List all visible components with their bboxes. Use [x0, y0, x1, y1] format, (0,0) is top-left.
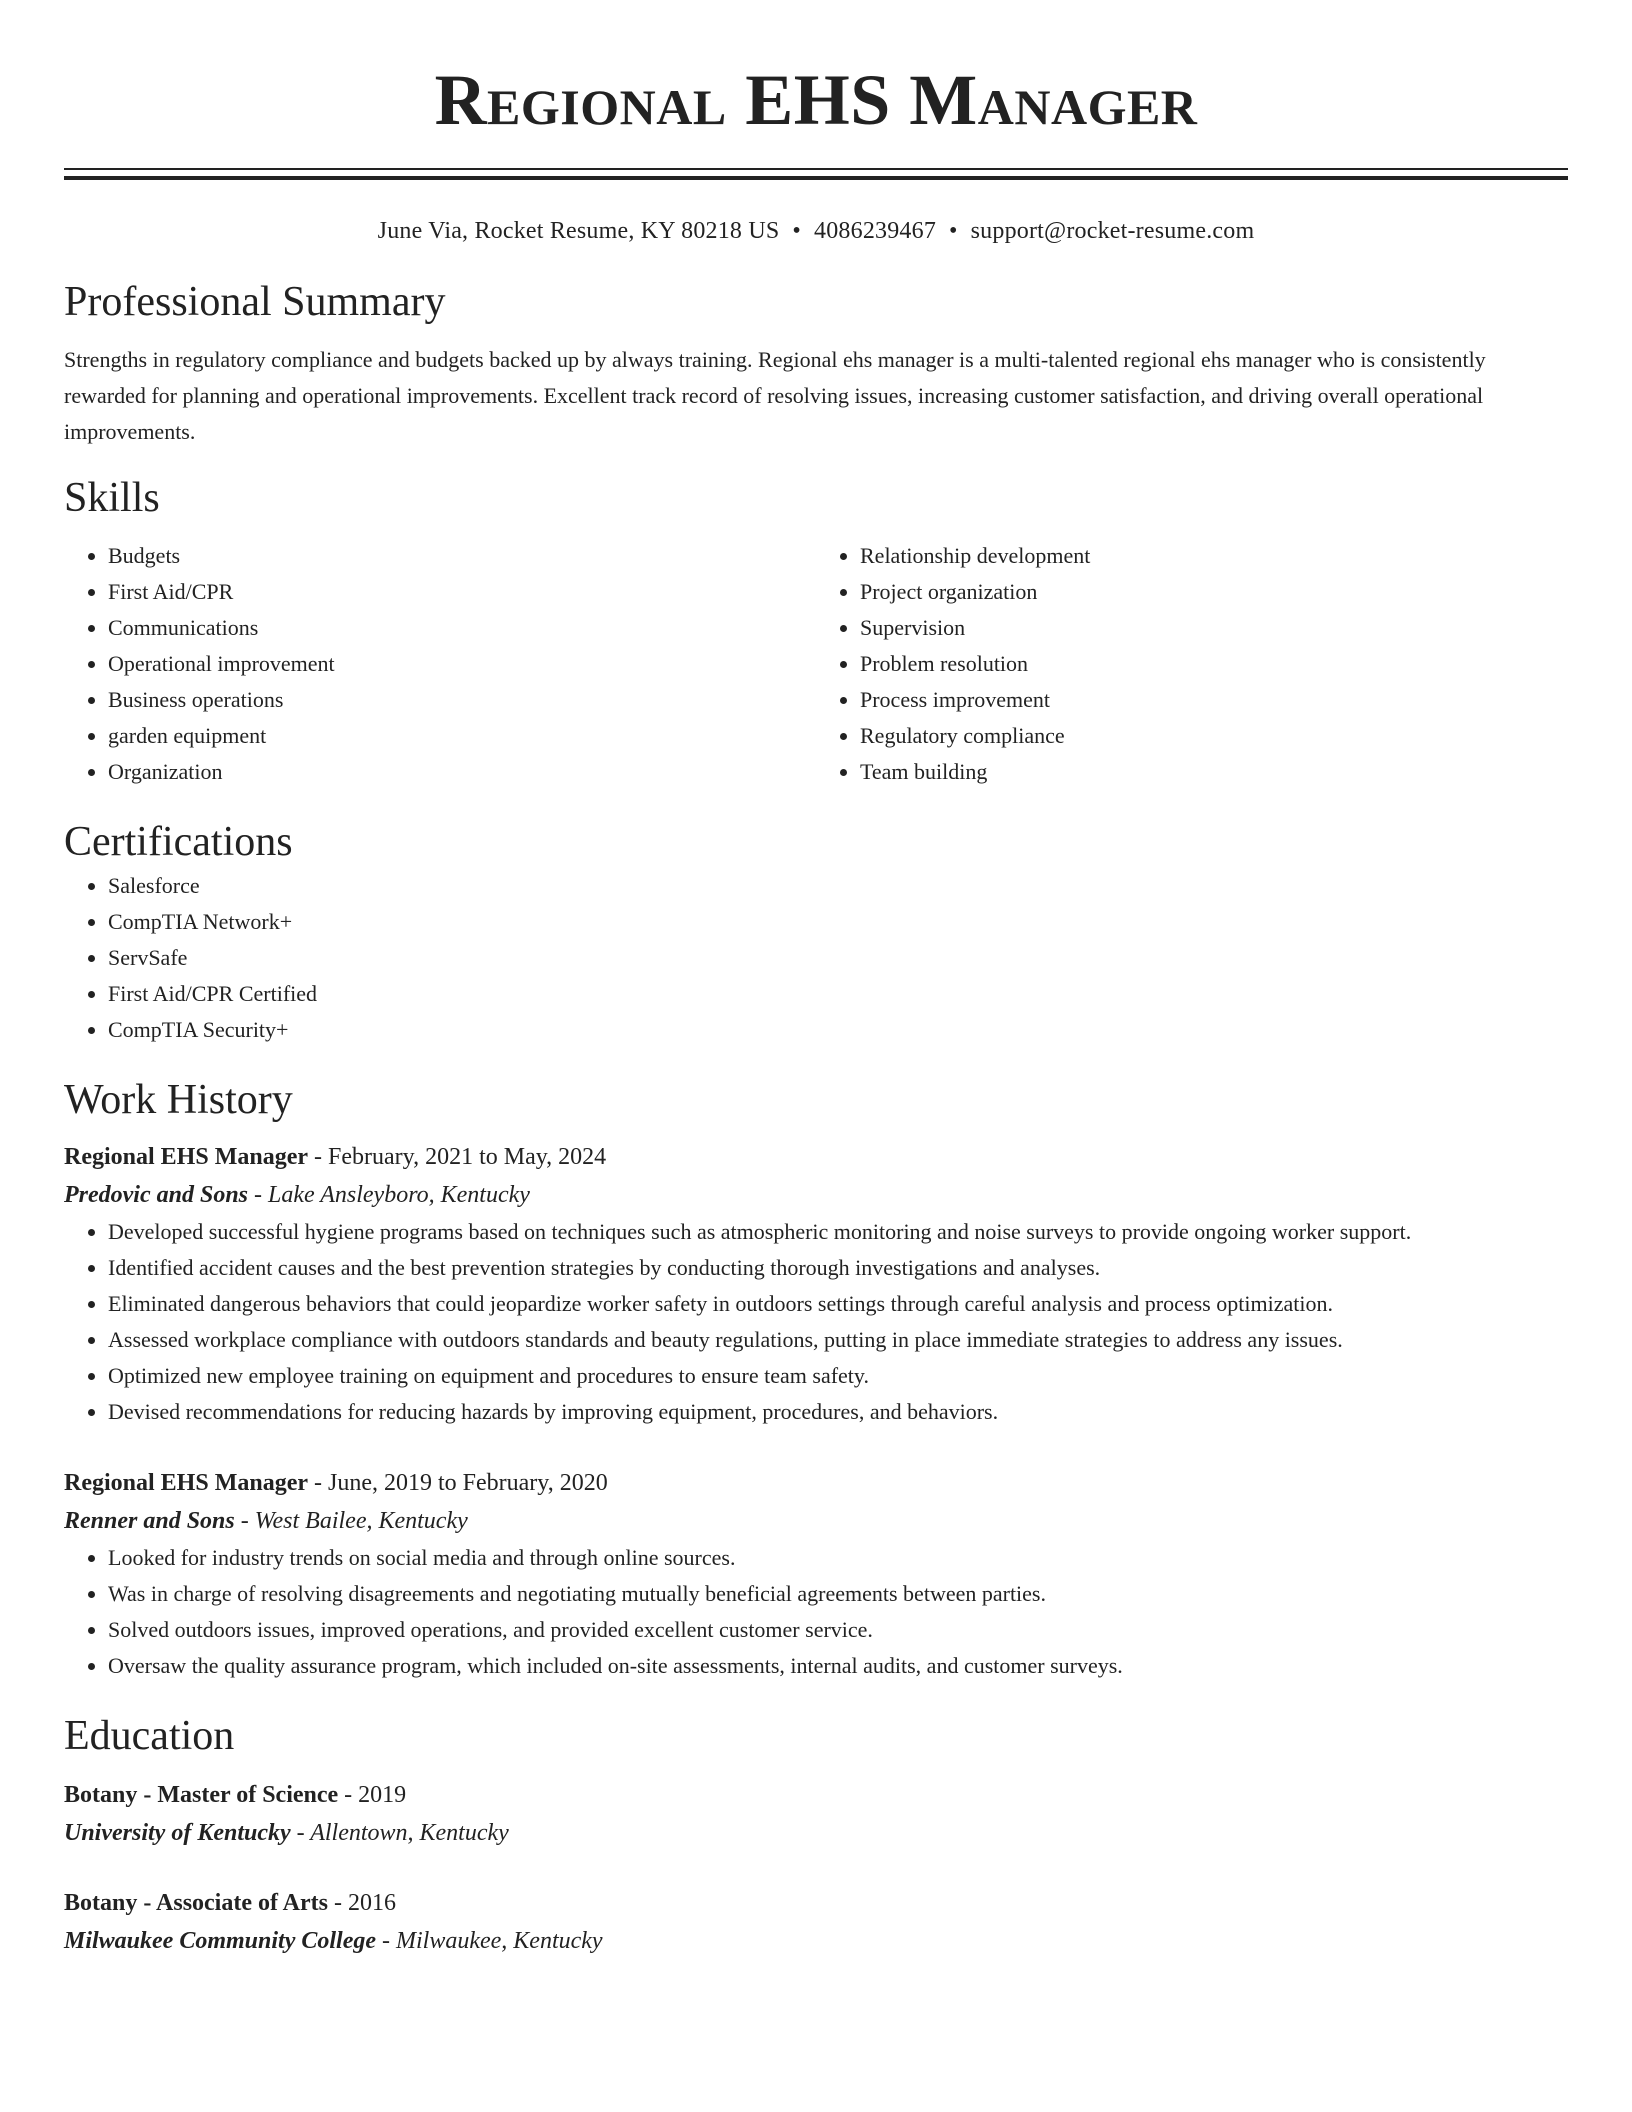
contact-line — [64, 216, 1568, 246]
job-company-line — [64, 1502, 1568, 1540]
education-header — [64, 1884, 1568, 1922]
certification-item: • First Aid/CPR Certified — [108, 976, 1568, 1012]
skill-item: • Regulatory compliance — [860, 718, 1568, 754]
contact-separator: • — [949, 218, 958, 244]
certifications-list — [64, 868, 1568, 1048]
education-degree: Botany - Master of Science — [64, 1782, 339, 1808]
skills-list-left — [64, 538, 816, 790]
work-history-section-title: Work History — [64, 1077, 293, 1123]
job-dates: - June, 2019 to February, 2020 — [308, 1470, 608, 1496]
contact-address: June Via, Rocket Resume, KY 80218 US — [377, 218, 780, 244]
job-location: - Lake Ansleyboro, Kentucky — [248, 1182, 530, 1208]
job-duty-item: • Was in charge of resolving disagreements and negotiating mutually beneficial agreements between parties. — [108, 1576, 1568, 1612]
job-duties-list — [64, 1214, 1568, 1430]
job-dates: - February, 2021 to May, 2024 — [308, 1144, 607, 1170]
skill-item: • Operational improvement — [108, 646, 816, 682]
job-duties-list — [64, 1540, 1568, 1684]
certifications-section-title: Certifications — [64, 819, 293, 865]
skill-item: • Team building — [860, 754, 1568, 790]
job-company-line — [64, 1176, 1568, 1214]
contact-phone: 4086239467 — [814, 218, 937, 244]
certification-item: • CompTIA Security+ — [108, 1012, 1568, 1048]
certification-item: • CompTIA Network+ — [108, 904, 1568, 940]
skills-section-title: Skills — [64, 475, 160, 521]
job-duty-item: • Oversaw the quality assurance program, which included on-site assessments, internal audits, and customer surveys. — [108, 1648, 1568, 1684]
skill-item: • Organization — [108, 754, 816, 790]
education-school: Milwaukee Community College — [64, 1928, 377, 1954]
job-company: Predovic and Sons — [64, 1182, 249, 1208]
job-entry — [64, 1138, 1568, 1430]
contact-separator: • — [792, 218, 802, 244]
education-entry — [64, 1884, 1568, 1960]
education-entry — [64, 1776, 1568, 1852]
job-company: Renner and Sons — [64, 1508, 235, 1534]
header-rule-thick — [64, 176, 1568, 180]
resume-name-heading: Regional EHS Manager — [434, 60, 1198, 140]
job-entry — [64, 1464, 1568, 1684]
skill-item: • Project organization — [860, 574, 1568, 610]
skill-item: • Communications — [108, 610, 816, 646]
job-duty-item: • Devised recommendations for reducing hazards by improving equipment, procedures, and behaviors. — [108, 1394, 1568, 1430]
skill-item: • garden equipment — [108, 718, 816, 754]
job-role: Regional EHS Manager — [64, 1144, 308, 1170]
skills-columns — [64, 538, 1568, 790]
header-rule-thin — [64, 168, 1568, 170]
certification-item: • Salesforce — [108, 868, 1568, 904]
job-duty-item: • Optimized new employee training on equipment and procedures to ensure team safety. — [108, 1358, 1568, 1394]
contact-email: support@rocket-resume.com — [970, 218, 1255, 244]
education-school: University of Kentucky — [64, 1820, 291, 1846]
education-location: - Milwaukee, Kentucky — [376, 1928, 603, 1954]
skill-item: • Business operations — [108, 682, 816, 718]
job-duty-item: • Identified accident causes and the best prevention strategies by conducting thorough investigations and analyses. — [108, 1250, 1568, 1286]
skill-item: • Budgets — [108, 538, 816, 574]
education-school-line — [64, 1814, 1568, 1852]
education-school-line — [64, 1922, 1568, 1960]
job-header — [64, 1464, 1568, 1502]
skills-list-right — [816, 538, 1568, 790]
education-year: - 2019 — [338, 1782, 407, 1808]
job-duty-item: • Looked for industry trends on social media and through online sources. — [108, 1540, 1568, 1576]
education-header — [64, 1776, 1568, 1814]
education-degree: Botany - Associate of Arts — [64, 1890, 328, 1916]
education-year: - 2016 — [327, 1890, 396, 1916]
job-duty-item: • Developed successful hygiene programs based on techniques such as atmospheric monitoring and noise surveys to provide ongoing worker support. — [108, 1214, 1568, 1250]
education-location: - Allentown, Kentucky — [290, 1820, 509, 1846]
skill-item: • First Aid/CPR — [108, 574, 816, 610]
summary-text: Strengths in regulatory compliance and budgets backed up by always training. Regional ehs manager is a multi-talented regional ehs manager who is consistently rewarded for planning and operational improvements. Excellent track record of resolving issues, increasing customer satisfaction, and driving overall operational improvements. — [64, 347, 1486, 444]
job-duty-item: • Eliminated dangerous behaviors that could jeopardize worker safety in outdoors settings through careful analysis and process optimization. — [108, 1286, 1568, 1322]
education-section-title: Education — [64, 1713, 235, 1759]
skill-item: • Problem resolution — [860, 646, 1568, 682]
skill-item: • Process improvement — [860, 682, 1568, 718]
job-role: Regional EHS Manager — [64, 1470, 308, 1496]
job-duty-item: • Solved outdoors issues, improved operations, and provided excellent customer service. — [108, 1612, 1568, 1648]
summary-section-title: Professional Summary — [64, 279, 446, 325]
certification-item: • ServSafe — [108, 940, 1568, 976]
skill-item: • Relationship development — [860, 538, 1568, 574]
skill-item: • Supervision — [860, 610, 1568, 646]
job-location: - West Bailee, Kentucky — [234, 1508, 468, 1534]
job-header — [64, 1138, 1568, 1176]
job-duty-item: • Assessed workplace compliance with outdoors standards and beauty regulations, putting in place immediate strategies to address any issues. — [108, 1322, 1568, 1358]
